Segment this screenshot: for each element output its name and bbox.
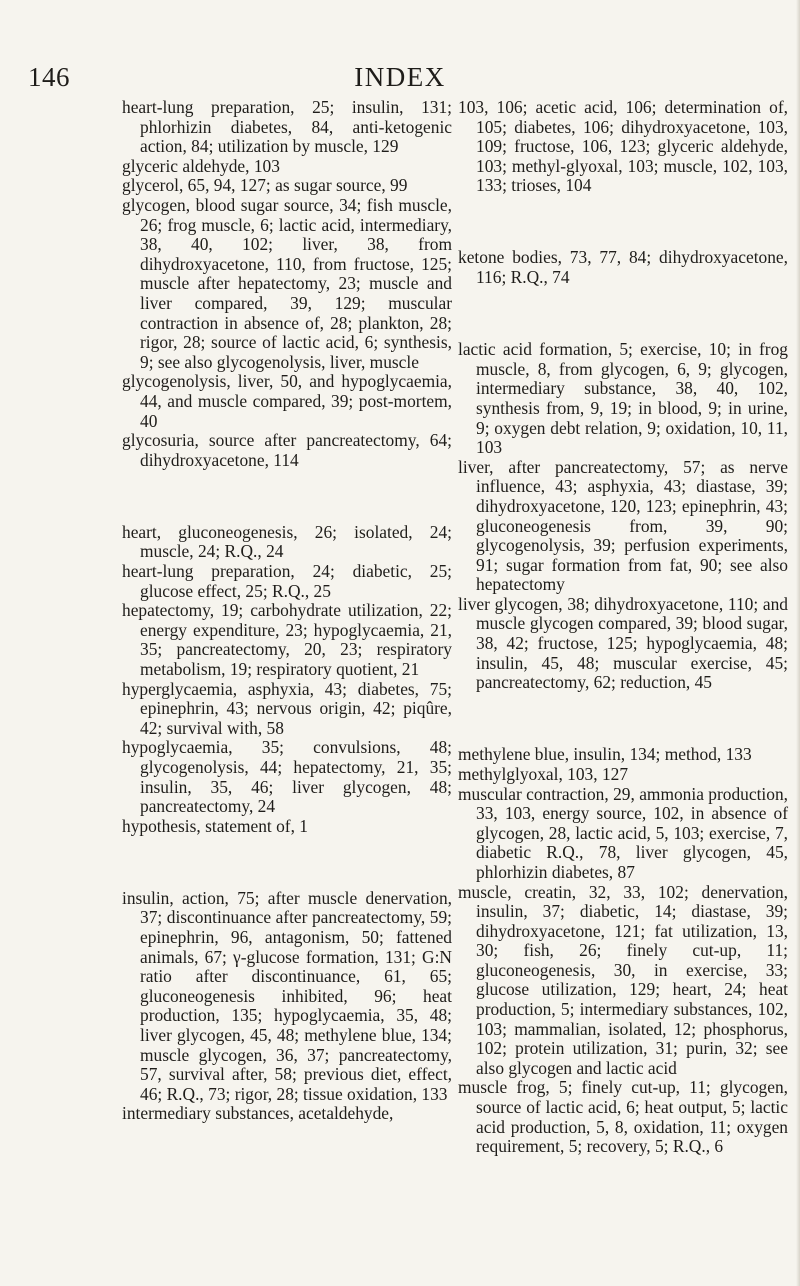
group-spacer [458,212,788,233]
index-entry: methylglyoxal, 103, 127 [458,763,629,784]
index-column-left [122,98,452,1124]
group-spacer [122,486,452,507]
index-entry: heart, gluconeogenesis, 26; isolated, 24; muscle, 24; R.Q., 24 [122,521,452,562]
index-entry: hypoglycaemia, 35; convulsions, 48; glycogenolysis, 44; hepatectomy, 21, 35; insulin, 35, 46; liver glycogen, 48; pancreatectomy, 24 [122,737,452,817]
group-spacer [458,304,788,325]
index-entry: muscular contraction, 29, ammonia production, 33, 103, energy source, 102, in absence of glycogen, 28, lactic acid, 5, 103; exercise, 7, diabetic R.Q., 78, liver glycogen, 45, phlorhizin diabetes, 87 [458,783,788,882]
index-entry: 103, 106; acetic acid, 106; determination of, 105; diabetes, 106; dihydroxyacetone, 103, 109; fructose, 106, 123; glyceric aldehyde, 103; methyl-glyoxal, 103; muscle, 102, 103, 133; trioses, 104 [458,97,788,196]
index-entry: glycogen, blood sugar source, 34; fish muscle, 26; frog muscle, 6; lactic acid, intermediary, 38, 40, 102; liver, 38, from dihydroxyacetone, 110, from fructose, 125; muscle after hepatectomy, 23; muscle and liver compared, 39, 129; muscular contraction in absence of, 28; plankton, 28; rigor, 28; source of lactic acid, 6; synthesis, 9; see also glycogenolysis, liver, muscle [122,194,452,372]
index-entry: ketone bodies, 73, 77, 84; dihydroxyacetone, 116; R.Q., 74 [458,247,788,288]
index-column-right [458,98,788,1157]
index-entry: intermediary substances, acetaldehyde, [122,1103,394,1124]
index-entry: liver glycogen, 38; dihydroxyacetone, 110; and muscle glycogen compared, 39; blood sugar, 38, 42; fructose, 125; hypoglycaemia, 48; insulin, 45, 48; muscular exercise, 45; pancreatectomy, 62; reduction, 45 [458,593,788,693]
index-entry: muscle frog, 5; finely cut-up, 11; glycogen, source of lactic acid, 6; heat output, 5; lactic acid production, 5, 8, oxidation, 11; oxygen requirement, 5; recovery, 5; R.Q., 6 [458,1077,788,1157]
index-entry: heart-lung preparation, 24; diabetic, 25; glucose effect, 25; R.Q., 25 [122,560,452,601]
index-entry: liver, after pancreatectomy, 57; as nerve influence, 43; asphyxia, 43; diastase, 39; dihydroxyacetone, 120, 123; epinephrin, 43; gluconeogenesis from, 39, 90; glycogenolysis, 39; perfusion experiments, 91; sugar formation from fat, 90; see also hepatectomy [458,456,788,595]
index-entry: hypothesis, statement of, 1 [122,815,308,836]
page-header [0,62,800,92]
group-spacer [122,852,452,873]
page-number: 146 [28,62,70,92]
index-entry: hyperglycaemia, asphyxia, 43; diabetes, 75; epinephrin, 43; nervous origin, 42; piqûre, 42; survival with, 58 [122,678,452,738]
group-spacer [458,709,788,730]
index-entry: glycosuria, source after pancreatectomy, 64; dihydroxyacetone, 114 [122,430,452,470]
index-entry: insulin, action, 75; after muscle denervation, 37; discontinuance after pancreatectomy, 59; epinephrin, 96, antagonism, 50; fattened animals, 67; γ-glucose formation, 131; G:N ratio after discontinuance, 61, 65; gluconeogenesis inhibited, 96; heat production, 135; hypoglycaemia, 35, 48; liver glycogen, 45, 48; methylene blue, 134; muscle glycogen, 36, 37; pancreatectomy, 57, survival after, 58; previous diet, effect, 46; R.Q., 73; rigor, 28; tissue oxidation, 133 [122,887,452,1104]
scan-edge-shadow [796,0,800,1286]
running-head-title: INDEX [354,62,446,92]
index-entry: methylene blue, insulin, 134; method, 133 [458,744,752,765]
index-entry: glycerol, 65, 94, 127; as sugar source, 99 [122,175,408,196]
index-entry: heart-lung preparation, 25; insulin, 131; phlorhizin diabetes, 84, anti-ketogenic action, 84; utilization by muscle, 129 [122,97,452,157]
index-entry: lactic acid formation, 5; exercise, 10; in frog muscle, 8, from glycogen, 6, 9; glycogen, intermediary substance, 38, 40, 102, synthesis from, 9, 19; in blood, 9; in urine, 9; oxygen debt relation, 9; oxidation, 10, 11, 103 [458,339,788,458]
index-entry: muscle, creatin, 32, 33, 102; denervation, insulin, 37; diabetic, 14; diastase, 39; dihydroxyacetone, 121; fat utilization, 13, 30; fish, 26; finely cut-up, 11; gluconeogenesis, 30, in exercise, 33; glucose utilization, 129; heart, 24; heat production, 5; intermediary substances, 102, 103; mammalian, isolated, 12; phosphorus, 102; protein utilization, 31; purin, 32; see also glycogen and lactic acid [458,881,788,1078]
index-entry: hepatectomy, 19; carbohydrate utilization, 22; energy expenditure, 23; hypoglycaemia, 21, 35; pancreatectomy, 20, 23; respiratory metabolism, 19; respiratory quotient, 21 [122,600,452,679]
index-entry: glyceric aldehyde, 103 [122,155,280,176]
index-entry: glycogenolysis, liver, 50, and hypoglycaemia, 44, and muscle compared, 39; post-mortem, 40 [122,371,452,431]
